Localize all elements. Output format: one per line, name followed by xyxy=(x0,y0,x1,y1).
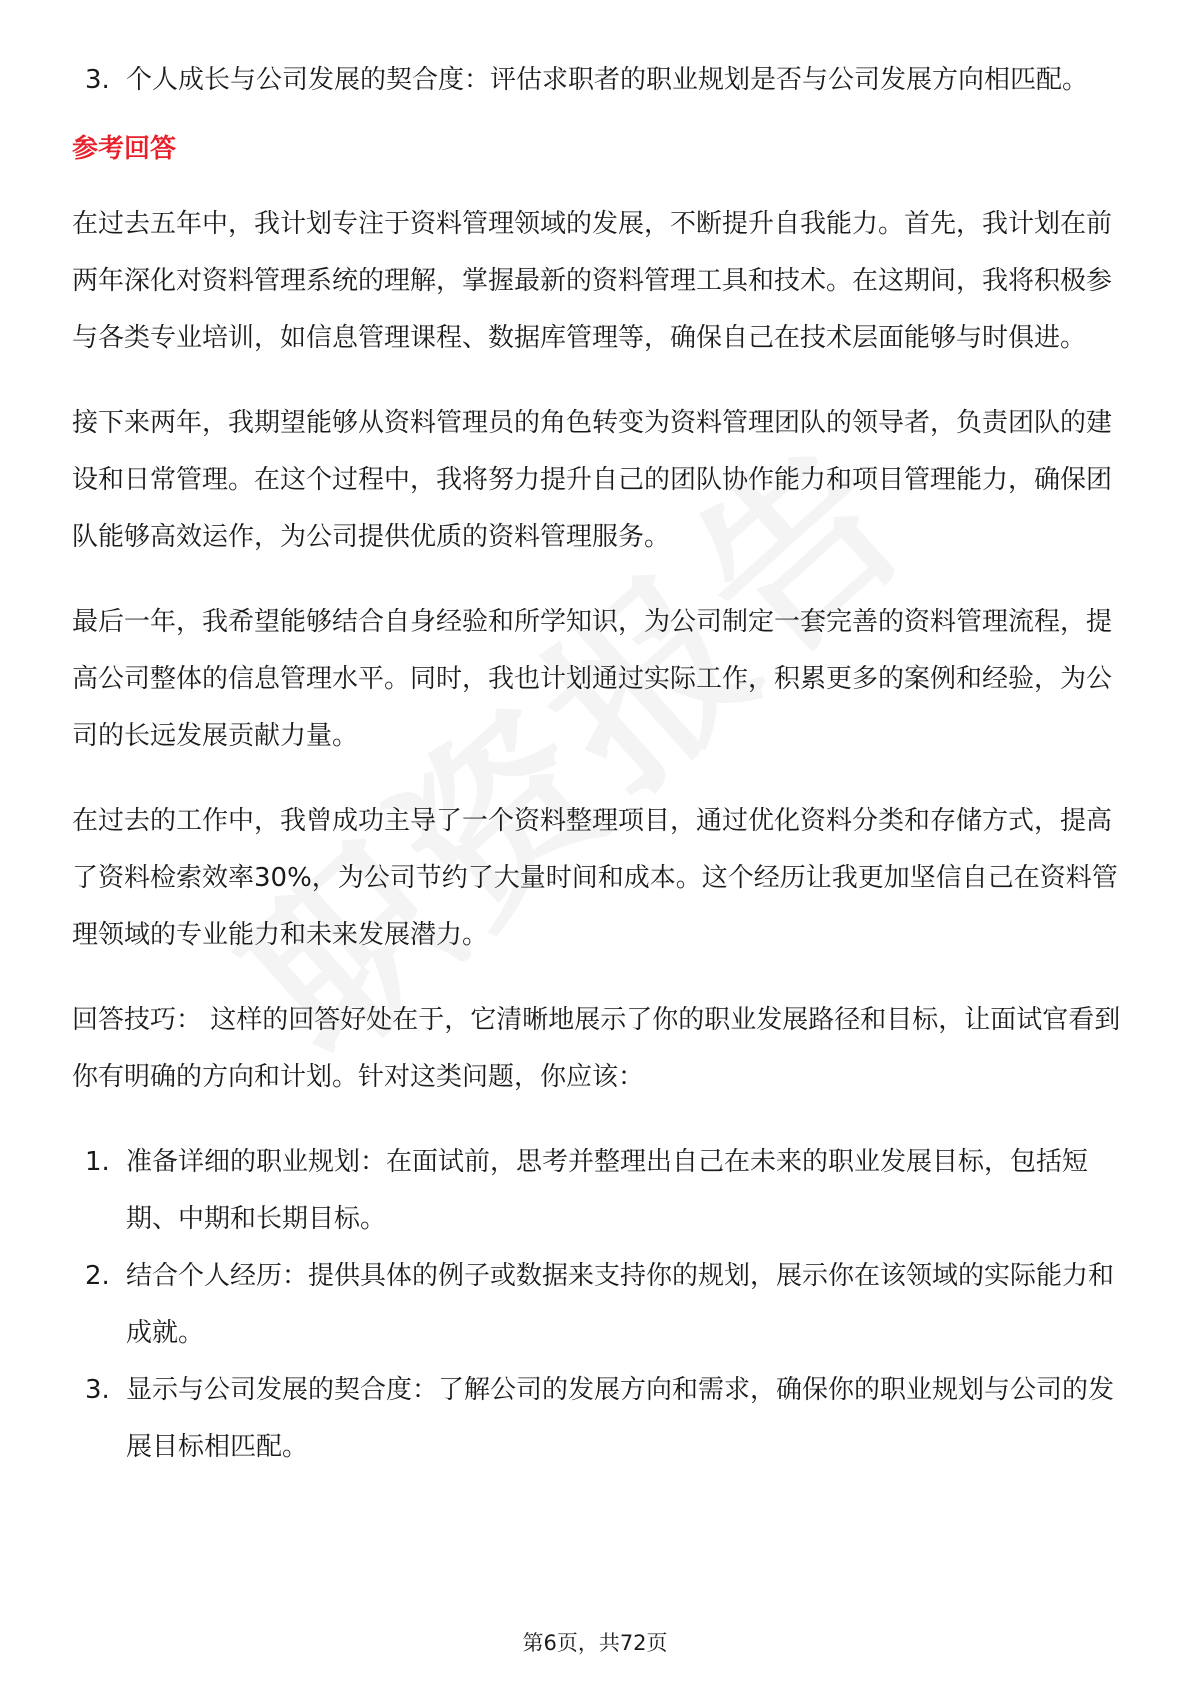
criteria-list xyxy=(72,52,1122,109)
paragraph: 最后一年，我希望能够结合自身经验和所学知识，为公司制定一套完善的资料管理流程，提高公司整体的信息管理水平。同时，我也计划通过实际工作，积累更多的案例和经验，为公司的长远发展贡献力量。 xyxy=(72,607,1113,751)
tips-list xyxy=(72,1134,1122,1476)
answer-tips-paragraph: 回答技巧： 这样的回答好处在于，它清晰地展示了你的职业发展路径和目标，让面试官看到你有明确的方向和计划。针对这类问题，你应该： xyxy=(72,1005,1121,1092)
list-number: 1. xyxy=(85,1147,110,1177)
list-item-text: 准备详细的职业规划：在面试前，思考并整理出自己在未来的职业发展目标，包括短期、中期和长期目标。 xyxy=(126,1147,1089,1234)
paragraph: 在过去五年中，我计划专注于资料管理领域的发展，不断提升自我能力。首先，我计划在前两年深化对资料管理系统的理解，掌握最新的资料管理工具和技术。在这期间，我将积极参与各类专业培训，如信息管理课程、数据库管理等，确保自己在技术层面能够与时俱进。 xyxy=(72,209,1113,353)
list-item xyxy=(72,1134,1122,1248)
paragraph: 在过去的工作中，我曾成功主导了一个资料整理项目，通过优化资料分类和存储方式，提高了资料检索效率30%，为公司节约了大量时间和成本。这个经历让我更加坚信自己在资料管理领域的专业能力和未来发展潜力。 xyxy=(72,806,1118,950)
list-number: 3. xyxy=(85,1375,110,1405)
list-item xyxy=(72,1362,1122,1476)
list-item-text: 显示与公司发展的契合度：了解公司的发展方向和需求，确保你的职业规划与公司的发展目标相匹配。 xyxy=(126,1375,1115,1462)
list-number: 2. xyxy=(85,1261,110,1291)
paragraph: 接下来两年，我期望能够从资料管理员的角色转变为资料管理团队的领导者，负责团队的建设和日常管理。在这个过程中，我将努力提升自己的团队协作能力和项目管理能力，确保团队能够高效运作，为公司提供优质的资料管理服务。 xyxy=(72,408,1113,552)
list-item-text: 结合个人经历：提供具体的例子或数据来支持你的规划，展示你在该领域的实际能力和成就。 xyxy=(126,1261,1115,1348)
section-heading-reference-answer: 参考回答 xyxy=(72,134,177,164)
list-item-text: 个人成长与公司发展的契合度：评估求职者的职业规划是否与公司发展方向相匹配。 xyxy=(126,65,1089,95)
list-number: 3. xyxy=(85,65,110,95)
list-item xyxy=(72,52,1122,109)
page-content xyxy=(72,52,1122,1476)
list-item xyxy=(72,1248,1122,1362)
page-footer: 第6页，共72页 xyxy=(522,1631,668,1655)
